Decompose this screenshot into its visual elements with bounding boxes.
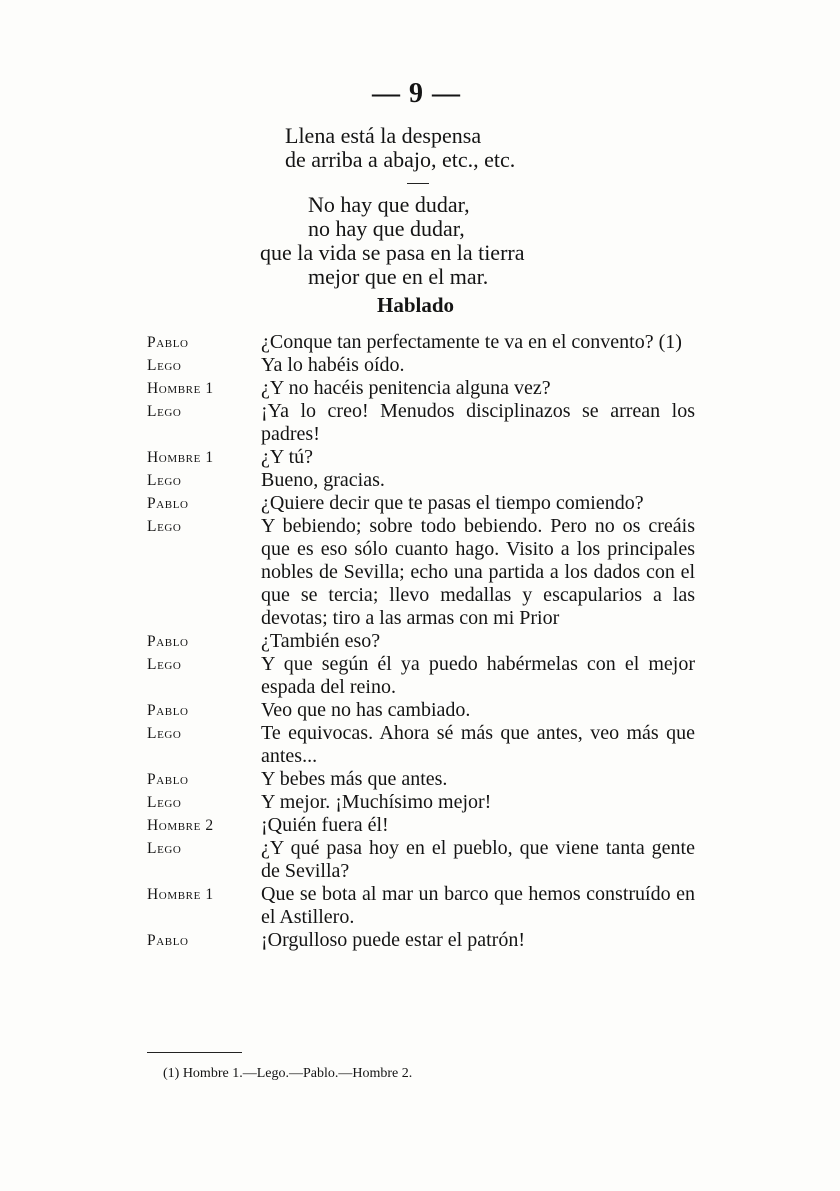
speech-text: Y mejor. ¡Muchísimo mejor!: [261, 791, 492, 813]
speaker-name: Pablo: [147, 771, 189, 788]
dialogue-line: [0, 929, 840, 952]
speaker-name: Pablo: [147, 495, 189, 512]
dialogue-line: [0, 883, 840, 929]
speaker-name: Hombre 2: [147, 817, 214, 834]
speaker-name: Lego: [147, 357, 182, 374]
speaker-name: Hombre 1: [147, 886, 214, 903]
verse-line: Llena está la despensa: [285, 123, 482, 148]
dialogue-line: [0, 469, 840, 492]
dialogue-line: [0, 354, 840, 377]
dialogue-line: [0, 653, 840, 699]
dialogue-line: [0, 400, 840, 446]
speaker-name: Lego: [147, 656, 182, 673]
footnote: (1) Hombre 1.—Lego.—Pablo.—Hombre 2.: [163, 1066, 413, 1081]
speaker-name: Lego: [147, 403, 182, 420]
dialogue-line: [0, 768, 840, 791]
speech-text: ¿También eso?: [261, 630, 381, 652]
speech-text: ¿Y tú?: [261, 446, 314, 468]
verse-line: no hay que dudar,: [308, 216, 465, 241]
dialogue-line: [0, 630, 840, 653]
speaker-name: Hombre 1: [147, 380, 214, 397]
dialogue-line: [0, 699, 840, 722]
speaker-name: Lego: [147, 725, 182, 742]
speaker-name: Pablo: [147, 633, 189, 650]
speaker-name: Pablo: [147, 932, 189, 949]
speaker-name: Pablo: [147, 334, 189, 351]
dialogue-line: [0, 515, 840, 630]
dialogue-line: [0, 446, 840, 469]
verse-line: mejor que en el mar.: [308, 264, 489, 289]
speech-text: ¡Quién fuera él!: [261, 814, 389, 836]
speech-text: ¡Orgulloso puede estar el patrón!: [261, 929, 525, 951]
speech-text: Bueno, gracias.: [261, 469, 385, 491]
speech-text: ¿Conque tan perfectamente te va en el convento? (1): [261, 331, 682, 353]
speech-text: Te equivocas. Ahora sé más que antes, veo más que antes...: [261, 722, 695, 767]
speech-text: ¿Y qué pasa hoy en el pueblo, que viene tanta gente de Sevilla?: [261, 837, 695, 882]
speaker-name: Lego: [147, 472, 182, 489]
speech-text: ¿Y no hacéis penitencia alguna vez?: [261, 377, 551, 399]
dialogue-line: [0, 837, 840, 883]
speaker-name: Pablo: [147, 702, 189, 719]
section-heading: Hablado: [377, 293, 455, 317]
song-verse-2: [260, 193, 524, 289]
song-verse-1: [285, 124, 515, 172]
speaker-name: Lego: [147, 794, 182, 811]
speech-text: ¡Ya lo creo! Menudos disciplinazos se arrean los padres!: [261, 400, 695, 445]
page-number: — 9 —: [372, 78, 461, 109]
speech-text: Y bebes más que antes.: [261, 768, 448, 790]
dialogue-block: [0, 331, 840, 952]
dialogue-line: [0, 722, 840, 768]
speaker-name: Hombre 1: [147, 449, 214, 466]
speech-text: Y que según él ya puedo habérmelas con el mejor espada del reino.: [261, 653, 695, 698]
verse-line: No hay que dudar,: [308, 192, 470, 217]
dialogue-line: [0, 331, 840, 354]
speech-text: Ya lo habéis oído.: [261, 354, 405, 376]
dialogue-line: [0, 814, 840, 837]
dialogue-line: [0, 492, 840, 515]
speech-text: Que se bota al mar un barco que hemos construído en el Astillero.: [261, 883, 695, 928]
footnote-divider: [147, 1052, 242, 1053]
speaker-name: Lego: [147, 840, 182, 857]
verse-line: que la vida se pasa en la tierra: [260, 240, 525, 265]
verse-divider: [407, 183, 429, 184]
speech-text: Veo que no has cambiado.: [261, 699, 471, 721]
verse-line: de arriba a abajo, etc., etc.: [285, 147, 516, 172]
speech-text: Y bebiendo; sobre todo bebiendo. Pero no os creáis que es eso sólo cuanto hago. Visito a los principales nobles de Sevilla; echo una partida a los dados con el que se tercia; llevo medallas y escapularios a las devotas; tiro a las armas con mi Prior: [261, 515, 695, 629]
speech-text: ¿Quiere decir que te pasas el tiempo comiendo?: [261, 492, 644, 514]
dialogue-line: [0, 377, 840, 400]
dialogue-line: [0, 791, 840, 814]
speaker-name: Lego: [147, 518, 182, 535]
